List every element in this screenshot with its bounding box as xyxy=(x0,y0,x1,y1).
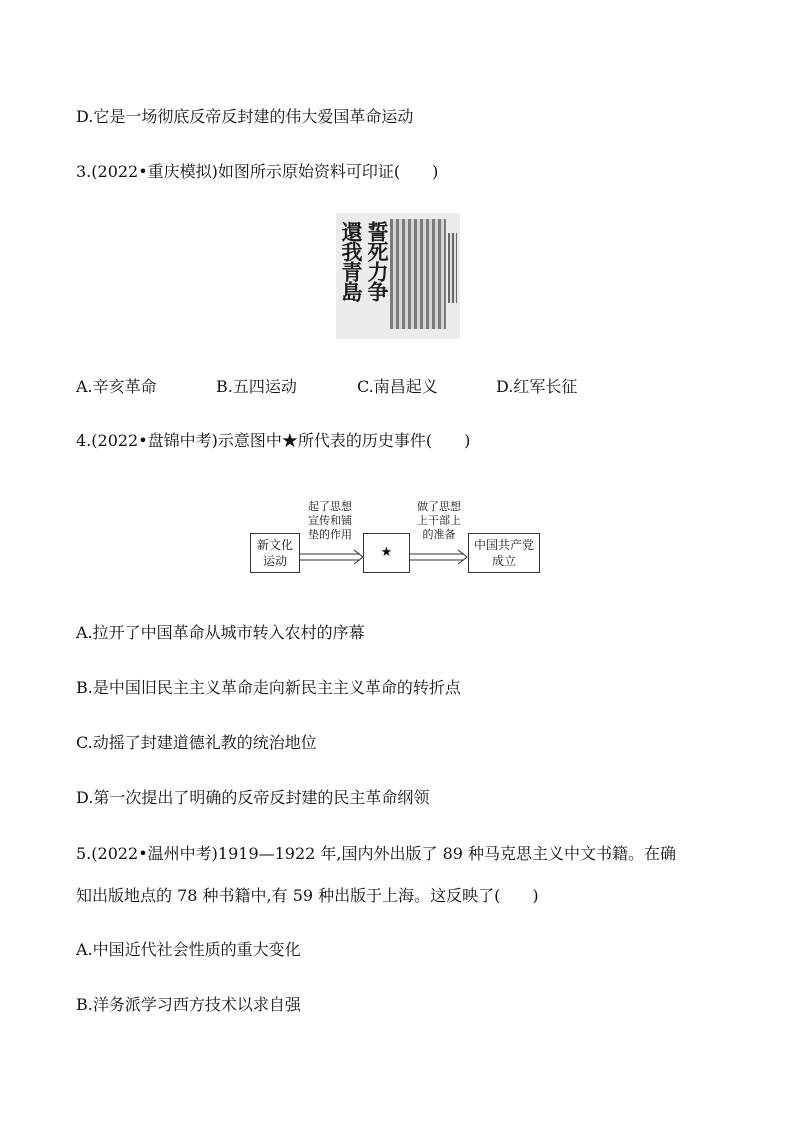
edge-label-2 xyxy=(409,500,469,542)
q3-newspaper-image xyxy=(336,213,460,339)
q4-option-a[interactable]: A.拉开了中国革命从城市转入农村的序幕 xyxy=(76,623,365,642)
arrow-1 xyxy=(300,550,363,564)
q5-stem-line1: 5.(2022•温州中考)1919—1922 年,国内外出版了 89 种马克思主义中文书籍。在确 xyxy=(76,844,677,863)
q3-option-d[interactable]: D.红军长征 xyxy=(496,377,578,396)
node1-line1: 新文化 xyxy=(256,538,293,552)
q5-option-b[interactable]: B.洋务派学习西方技术以求自强 xyxy=(76,995,301,1014)
q3-stem: 3.(2022•重庆模拟)如图所示原始资料可印证( ) xyxy=(76,162,439,181)
q3-option-b[interactable]: B.五四运动 xyxy=(216,377,297,396)
q3-option-a[interactable]: A.辛亥革命 xyxy=(76,377,157,396)
arrow-2 xyxy=(410,550,467,564)
node1-line2: 运动 xyxy=(262,554,287,568)
edge-label-1 xyxy=(299,500,361,542)
newspaper-headline xyxy=(340,221,388,321)
newspaper-body-text xyxy=(390,219,446,329)
edge2-line2: 上干部上 xyxy=(417,514,461,527)
newspaper-side-text xyxy=(448,233,457,303)
q5-stem-line2: 知出版地点的 78 种书籍中,有 59 种出版于上海。这反映了( ) xyxy=(76,886,539,905)
node-cpc-founded xyxy=(468,533,540,573)
node3-line2: 成立 xyxy=(491,554,516,568)
q4-stem: 4.(2022•盘锦中考)示意图中★所代表的历史事件( ) xyxy=(76,431,471,450)
edge1-line1: 起了思想 xyxy=(308,500,352,513)
node-new-culture-movement xyxy=(250,533,300,573)
q4-option-c[interactable]: C.动摇了封建道德礼教的统治地位 xyxy=(76,733,317,752)
q5-option-a[interactable]: A.中国近代社会性质的重大变化 xyxy=(76,940,301,959)
q4-option-b[interactable]: B.是中国旧民主主义革命走向新民主主义革命的转折点 xyxy=(76,678,461,697)
star-icon: ★ xyxy=(380,545,393,560)
edge1-line3: 垫的作用 xyxy=(308,528,352,541)
node3-line1: 中国共产党 xyxy=(473,538,534,552)
edge1-line2: 宣传和铺 xyxy=(308,514,352,527)
edge2-line3: 的准备 xyxy=(422,528,456,541)
node-star-event xyxy=(363,533,410,573)
q3-option-c[interactable]: C.南昌起义 xyxy=(357,377,438,396)
q3-options xyxy=(76,374,716,396)
headline-column-2: 還我青島 xyxy=(339,221,364,301)
q4-option-d[interactable]: D.第一次提出了明确的反帝反封建的民主革命纲领 xyxy=(76,788,430,807)
headline-column-1: 誓死力争 xyxy=(365,221,390,301)
q4-diagram xyxy=(250,500,550,576)
q2-option-d: D.它是一场彻底反帝反封建的伟大爱国革命运动 xyxy=(76,107,414,126)
edge2-line1: 做了思想 xyxy=(417,500,461,513)
